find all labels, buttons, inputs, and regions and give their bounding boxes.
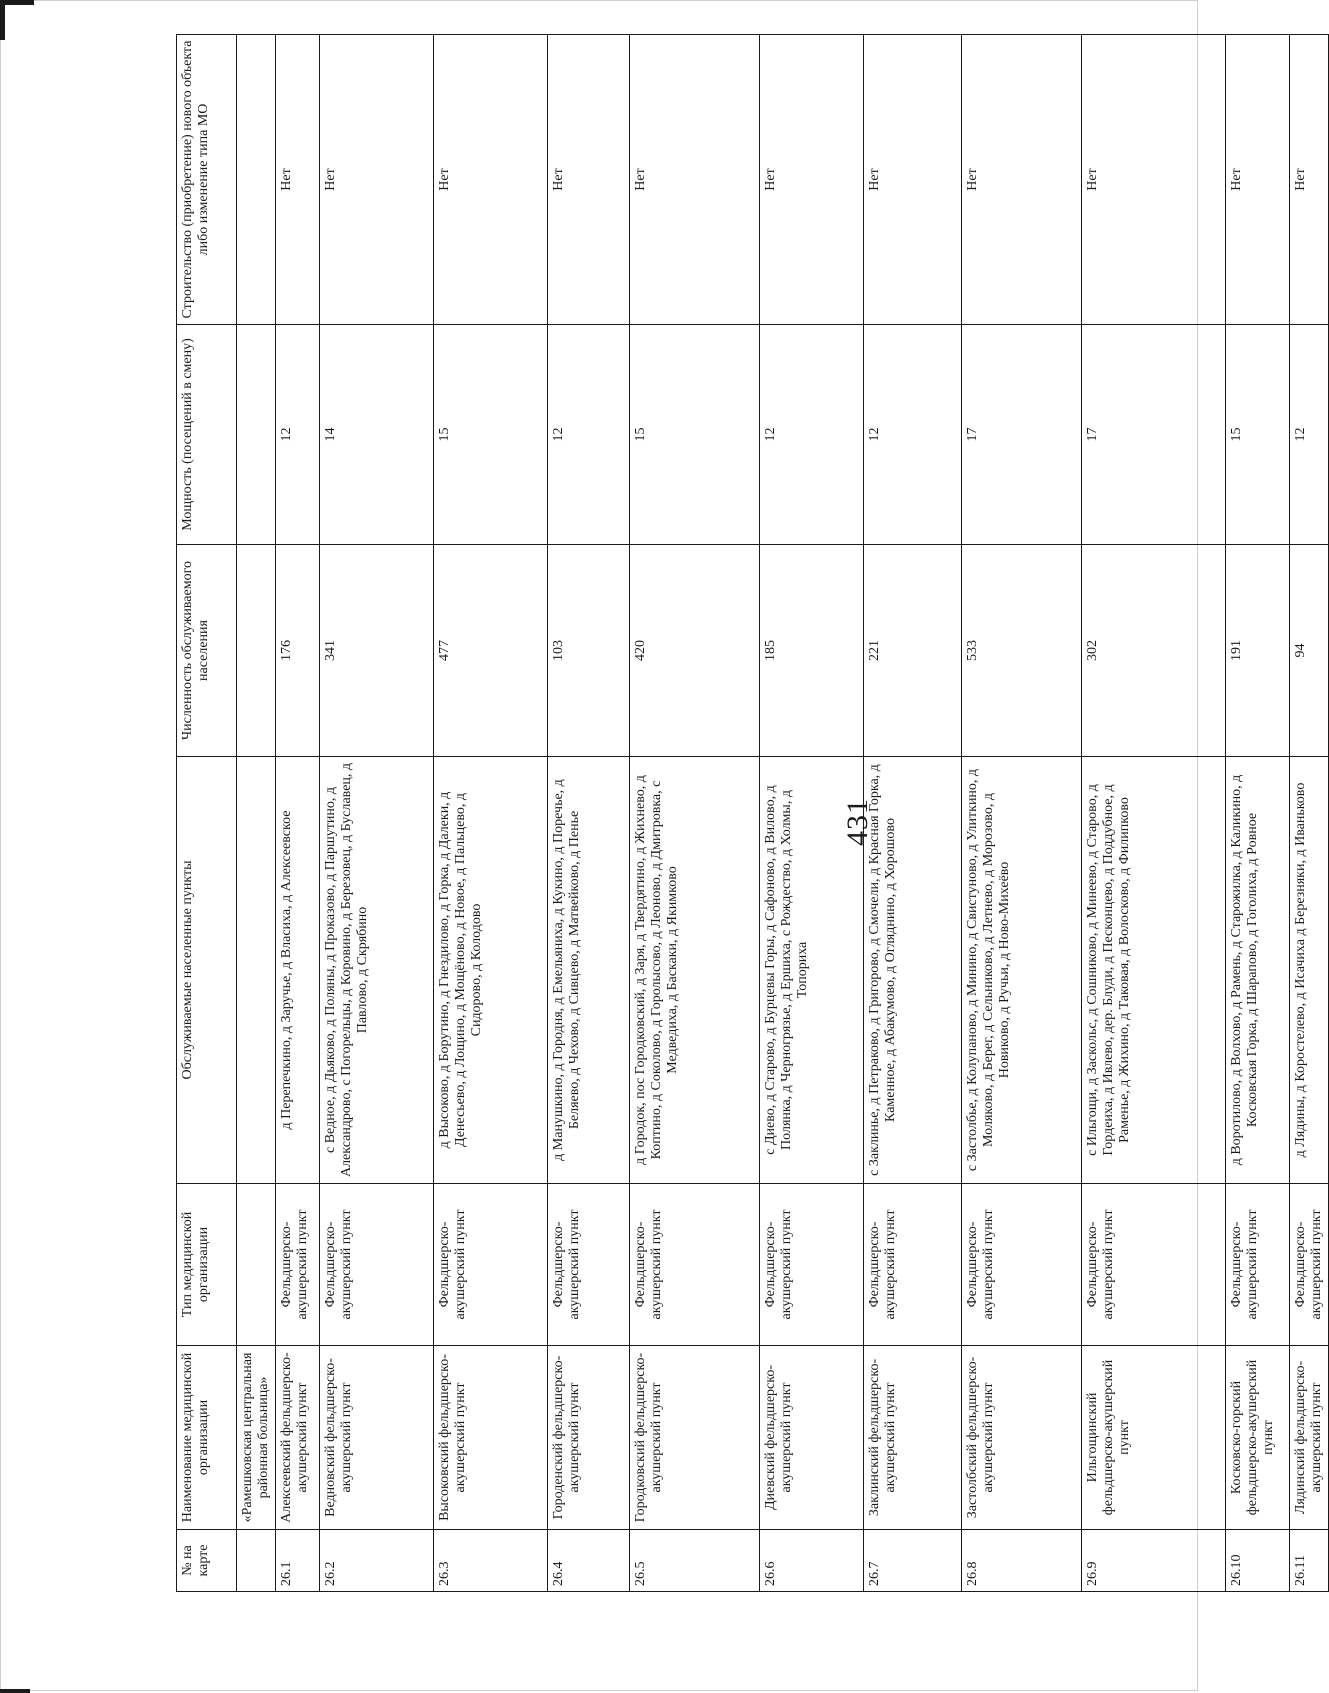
row-served-places: с Заклинье, д Петраково, д Григорово, д Смочели, д Красная Горка, д Каменное, д Абакумово, д Огляднино, д Хорошово [864,757,962,1184]
scan-mark [0,0,34,5]
row-num: 26.2 [320,1530,434,1592]
header-capacity: Мощность (посещений в смену) [177,325,237,545]
row-served-places: д Воротилово, д Волхово, д Рамень, д Старожилка, д Каликино, д Косковская Горка, д Шарапово, д Гоголиха, д Ровное [1226,757,1290,1184]
table-row [864,35,962,1592]
header-population: Численность обслуживаемого населения [177,545,237,757]
organization-num-cell [237,1530,276,1592]
row-org-name: Диевский фельдшерско-акушерский пункт [760,1346,864,1530]
header-places: Обслуживаемые населенные пункты [177,757,237,1184]
row-num: 26.9 [1082,1530,1226,1592]
organization-empty-cell [237,35,276,325]
row-population: 185 [760,545,864,757]
row-served-places: с Ведное, д Дьяково, д Поляны, д Проказово, д Паршутино, д Александрово, с Погорельцы, д Коровино, д Березовец, д Буславец, д Павлово, д Скрябино [320,757,434,1184]
organization-empty-cell [237,1184,276,1346]
row-num: 26.8 [962,1530,1082,1592]
row-org-name: Лядинский фельдшерско-акушерский пункт [1290,1346,1329,1530]
row-population: 94 [1290,545,1329,757]
organization-empty-cell [237,325,276,545]
table-row [276,35,320,1592]
row-org-type: Фельдшерско-акушерский пункт [276,1184,320,1346]
row-population: 191 [1226,545,1290,757]
row-served-places: д Перепечкино, д Заручье, д Власиха, д Алексеевское [276,757,320,1184]
table-row [548,35,630,1592]
row-capacity: 15 [630,325,760,545]
row-population: 533 [962,545,1082,757]
row-capacity: 12 [760,325,864,545]
row-construction: Нет [1226,35,1290,325]
row-org-type: Фельдшерско-акушерский пункт [434,1184,548,1346]
row-org-name: Высоковский фельдшерско-акушерский пункт [434,1346,548,1530]
row-served-places: д Манушкино, д Городня, д Емельяниха, д Кукино, д Поречье, д Беляево, д Чехово, д Сивцево, д Матвейково, д Пенье [548,757,630,1184]
row-population: 221 [864,545,962,757]
row-population: 341 [320,545,434,757]
row-num: 26.6 [760,1530,864,1592]
row-org-name: Косковско-горский фельдшерско-акушерский пункт [1226,1346,1290,1530]
table-row [1226,35,1290,1592]
row-served-places: с Застолбье, д Колупаново, д Минино, д Свистуново, д Улиткино, д Моляково, д Берег, д Сельниково, д Летнево, д Морозово, д Новиково, д Ручьи, д Ново-Михеёво [962,757,1082,1184]
row-construction: Нет [434,35,548,325]
organization-empty-cell [237,757,276,1184]
row-served-places: д Городок, пос Городковский, д Заря, д Твердятино, д Жихнево, д Коптино, д Соколово, д Горолысово, д Леоново, д Дмитровка, с Медведиха, д Баскаки, д Якимково [630,757,760,1184]
row-served-places: с Ильгощи, д Заскольс, д Сошниково, д Минеево, д Старово, д Гордеиха, д Ивлево, дер. Блуди, д Песконцево, д Поддубное, д Раменье, д Жихино, д Таковая, д Волосково, д Филипково [1082,757,1226,1184]
row-org-type: Фельдшерско-акушерский пункт [320,1184,434,1346]
row-population: 302 [1082,545,1226,757]
row-org-name: Ведновский фельдшерско-акушерский пункт [320,1346,434,1530]
row-capacity: 15 [1226,325,1290,545]
organization-row [237,35,276,1592]
row-num: 26.3 [434,1530,548,1592]
header-type: Тип медицинской организации [177,1184,237,1346]
scan-mark [0,0,5,40]
organization-name: «Рамешковская центральная районная больница» [237,1346,276,1530]
organization-empty-cell [237,545,276,757]
row-construction: Нет [630,35,760,325]
row-num: 26.11 [1290,1530,1329,1592]
table-row [630,35,760,1592]
scan-mark [0,1689,30,1693]
row-num: 26.1 [276,1530,320,1592]
table-row [760,35,864,1592]
row-org-type: Фельдшерско-акушерский пункт [1226,1184,1290,1346]
row-construction: Нет [760,35,864,325]
table-row [962,35,1082,1592]
row-org-name: Застолбский фельдшерско-акушерский пункт [962,1346,1082,1530]
page-number: 431 [841,798,874,846]
row-population: 103 [548,545,630,757]
row-construction: Нет [276,35,320,325]
header-construction: Строительство (приобретение) нового объекта либо изменение типа МО [177,35,237,325]
row-served-places: д Лядины, д Коростелево, д Исачиха д Березняки, д Иваньково [1290,757,1329,1184]
row-org-type: Фельдшерско-акушерский пункт [548,1184,630,1346]
row-population: 176 [276,545,320,757]
row-construction: Нет [320,35,434,325]
row-num: 26.7 [864,1530,962,1592]
medical-organizations-table [176,34,1329,1592]
row-org-type: Фельдшерско-акушерский пункт [962,1184,1082,1346]
row-num: 26.10 [1226,1530,1290,1592]
row-construction: Нет [1082,35,1226,325]
row-population: 477 [434,545,548,757]
table-row [1290,35,1329,1592]
row-capacity: 15 [434,325,548,545]
row-served-places: с Диево, д Старово, д Бурцевы Горы, д Сафоново, д Вилово, д Полянка, д Черногрязье, д Ершиха, с Рождество, д Холмы, д Топориха [760,757,864,1184]
rotated-table-wrapper [176,35,1324,1592]
header-num: № на карте [177,1530,237,1592]
row-capacity: 17 [962,325,1082,545]
row-population: 420 [630,545,760,757]
row-org-type: Фельдшерско-акушерский пункт [760,1184,864,1346]
row-construction: Нет [548,35,630,325]
row-org-type: Фельдшерско-акушерский пункт [1082,1184,1226,1346]
row-construction: Нет [962,35,1082,325]
row-num: 26.5 [630,1530,760,1592]
row-construction: Нет [864,35,962,325]
row-org-name: Заклинский фельдшерско-акушерский пункт [864,1346,962,1530]
table-row [320,35,434,1592]
row-capacity: 12 [1290,325,1329,545]
header-name: Наименование медицинской организации [177,1346,237,1530]
row-org-type: Фельдшерско-акушерский пункт [1290,1184,1329,1346]
row-org-name: Ильгощинский фельдшерско-акушерский пункт [1082,1346,1226,1530]
row-org-name: Алексеевский фельдшерско-акушерский пункт [276,1346,320,1530]
row-construction: Нет [1290,35,1329,325]
row-capacity: 12 [864,325,962,545]
row-capacity: 17 [1082,325,1226,545]
row-capacity: 12 [276,325,320,545]
row-org-name: Городенский фельдшерско-акушерский пункт [548,1346,630,1530]
row-served-places: д Высоково, д Борутино, д Гнездилово, д Горка, д Далеки, д Денесьево, д Лощино, д Мощёново, д Новое, д Пальцево, д Сидорово, д Колодово [434,757,548,1184]
row-num: 26.4 [548,1530,630,1592]
table-row [434,35,548,1592]
row-org-type: Фельдшерско-акушерский пункт [630,1184,760,1346]
row-org-type: Фельдшерско-акушерский пункт [864,1184,962,1346]
row-capacity: 12 [548,325,630,545]
row-org-name: Городковский фельдшерско-акушерский пункт [630,1346,760,1530]
table-row [1082,35,1226,1592]
table-header-row [177,35,237,1592]
row-capacity: 14 [320,325,434,545]
